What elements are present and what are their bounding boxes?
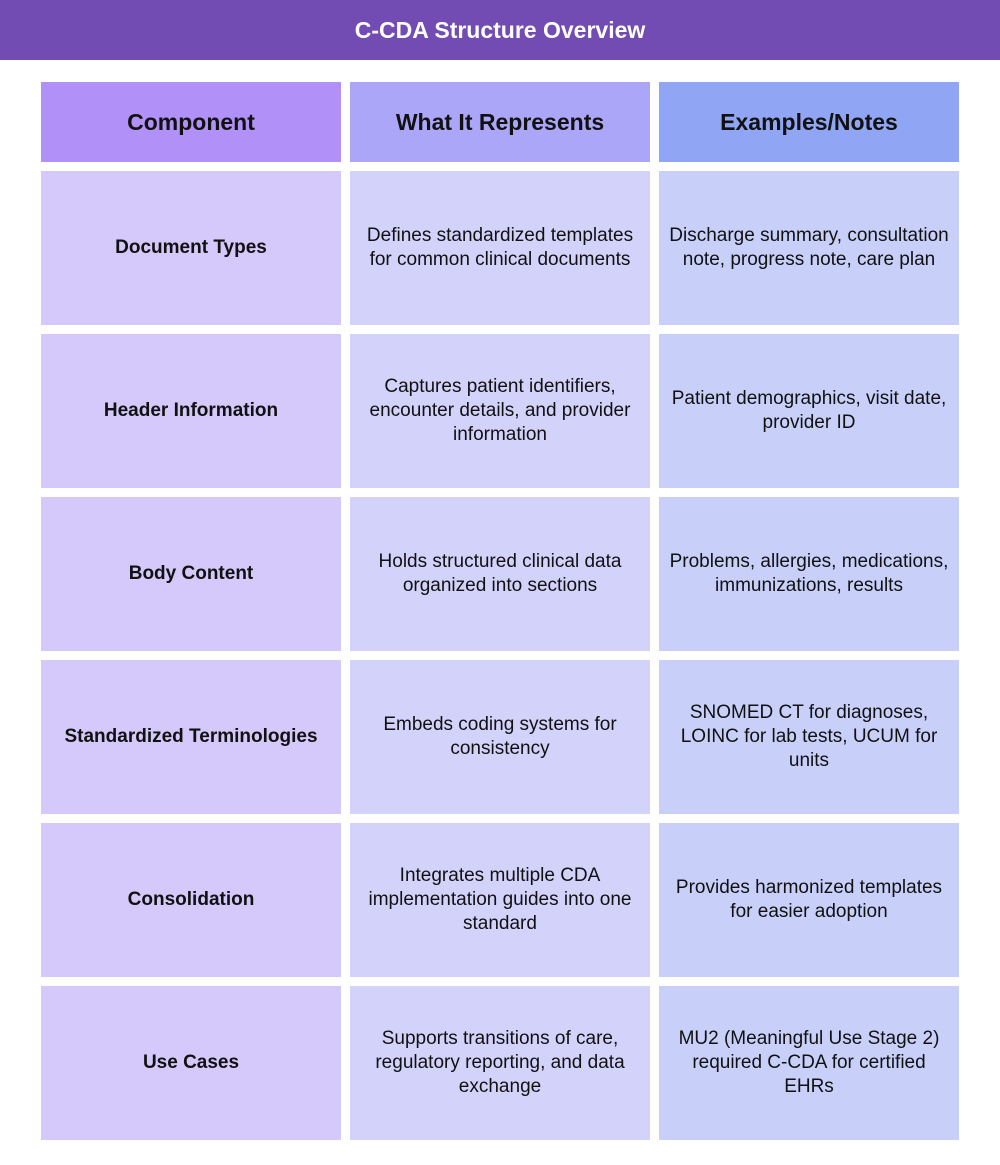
page-title: C-CDA Structure Overview (0, 0, 1000, 60)
row-use-cases-represents: Supports transitions of care, regulatory reporting, and data exchange (350, 986, 650, 1140)
row-document-types-examples: Discharge summary, consultation note, progress note, care plan (659, 171, 959, 325)
row-header-information-examples: Patient demographics, visit date, provider ID (659, 334, 959, 488)
column-header-component: Component (41, 82, 341, 162)
row-standardized-terminologies-examples: SNOMED CT for diagnoses, LOINC for lab tests, UCUM for units (659, 660, 959, 814)
row-consolidation-examples: Provides harmonized templates for easier adoption (659, 823, 959, 977)
structure-table (41, 82, 959, 1140)
row-body-content-examples: Problems, allergies, medications, immunizations, results (659, 497, 959, 651)
column-header-what-it-represents: What It Represents (350, 82, 650, 162)
row-standardized-terminologies-represents: Embeds coding systems for consistency (350, 660, 650, 814)
row-header-information-component: Header Information (41, 334, 341, 488)
row-header-information-represents: Captures patient identifiers, encounter details, and provider information (350, 334, 650, 488)
row-consolidation-represents: Integrates multiple CDA implementation guides into one standard (350, 823, 650, 977)
column-header-examples-notes: Examples/Notes (659, 82, 959, 162)
row-body-content-represents: Holds structured clinical data organized into sections (350, 497, 650, 651)
row-use-cases-examples: MU2 (Meaningful Use Stage 2) required C-CDA for certified EHRs (659, 986, 959, 1140)
row-document-types-represents: Defines standardized templates for common clinical documents (350, 171, 650, 325)
row-use-cases-component: Use Cases (41, 986, 341, 1140)
row-standardized-terminologies-component: Standardized Terminologies (41, 660, 341, 814)
row-consolidation-component: Consolidation (41, 823, 341, 977)
row-body-content-component: Body Content (41, 497, 341, 651)
row-document-types-component: Document Types (41, 171, 341, 325)
